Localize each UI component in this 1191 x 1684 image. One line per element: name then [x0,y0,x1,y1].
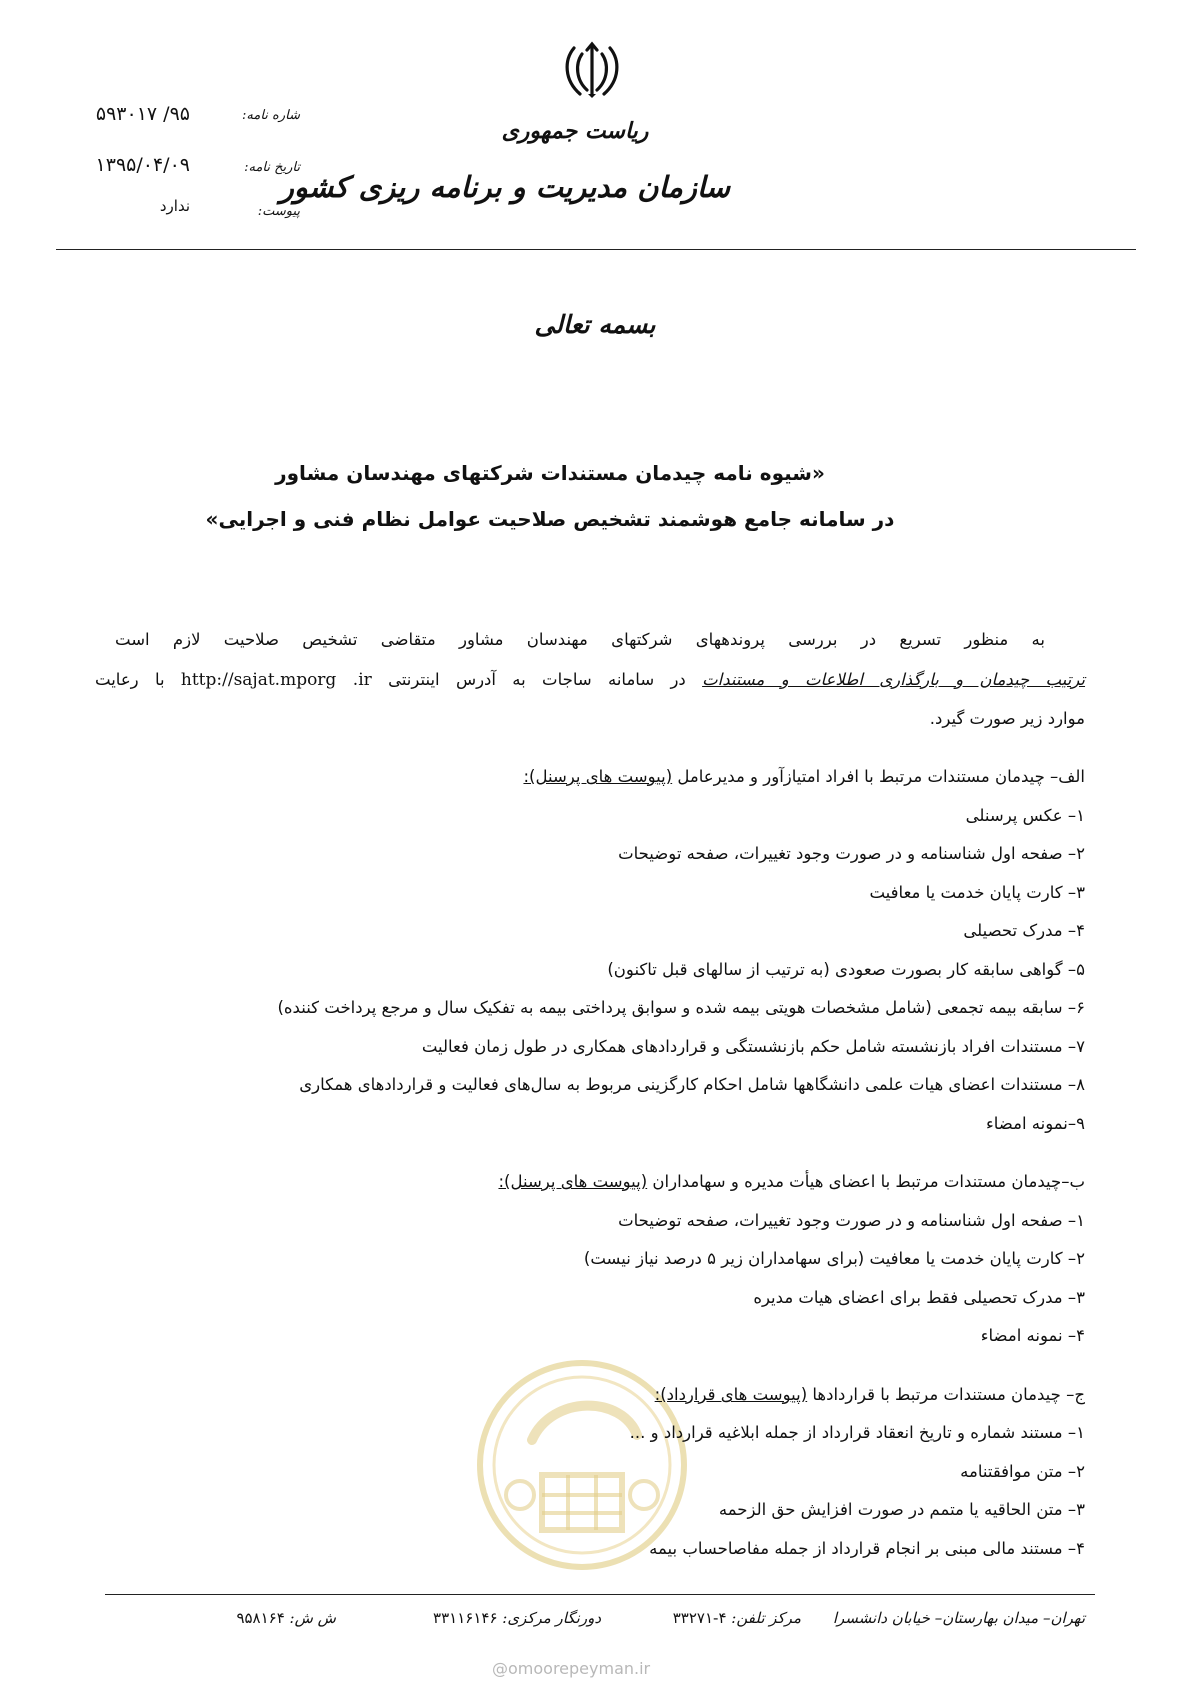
sajat-url-link[interactable]: http://sajat.mporg .ir [180,670,372,690]
section-a-item: ۱– عکس پرسنلی [965,806,1085,825]
footer-national-id [236,1609,336,1627]
section-a-item: ۷– مستندات افراد بازنشسته شامل حکم بازنشستگی و قراردادهای همکاری در طول زمان فعالیت [421,1037,1085,1056]
section-c-heading-text: ج– چیدمان مستندات مرتبط با قراردادها [807,1385,1085,1404]
section-c-heading [95,1385,1085,1404]
section-a-item: ۹–نمونه امضاء [986,1114,1085,1133]
organization-name: سازمان مدیریت و برنامه ریزی کشور [279,170,730,204]
presidency-label: ریاست جمهوری [501,118,649,144]
letter-date-label: تاریخ نامه: [244,160,300,175]
section-a-item: ۳– کارت پایان خدمت یا معافیت [869,883,1085,902]
section-a-item: ۸– مستندات اعضای هیات علمی دانشگاهها شامل احکام کارگزینی مربوط به سال‌های فعالیت و قراردادهای همکاری [299,1075,1085,1094]
section-b-heading [95,1172,1085,1191]
section-a-item: ۴– مدرک تحصیلی [963,921,1085,940]
intro-line-3: موارد زیر صورت گیرد. [929,709,1085,728]
section-a-item: ۶– سابقه بیمه تجمعی (شامل مشخصات هویتی بیمه شده و سوابق پرداختی بیمه به تفکیک سال و مرجع پرداخت کننده) [277,998,1085,1017]
footer-phone [673,1609,801,1627]
section-b-item: ۳– مدرک تحصیلی فقط برای اعضای هیات مدیره [753,1288,1085,1307]
section-b-heading-text: ب–چیدمان مستندات مرتبط با اعضای هیأت مدیره و سهامداران [647,1172,1085,1191]
intro-middle: در سامانه ساجات به آدرس اینترنتی [371,670,703,689]
section-c-item: ۱– مستند شماره و تاریخ انعقاد قرارداد از جمله ابلاغیه قرارداد و ... [629,1423,1085,1442]
section-b-item: ۲– کارت پایان خدمت یا معافیت (برای سهامداران زیر ۵ درصد نیاز نیست) [583,1249,1085,1268]
footer-phone-label: مرکز تلفن: [726,1609,801,1627]
iran-emblem-icon [560,40,624,100]
section-c-item: ۳– متن الحاقیه یا متمم در صورت افزایش حق الزحمه [718,1500,1085,1519]
footer-address: تهران– میدان بهارستان– خیابان دانشسرا [832,1609,1085,1627]
footer-divider [105,1594,1095,1595]
intro-emphasis: ترتیب چیدمان و بارگذاری اطلاعات و مستندات [702,670,1086,689]
letter-date-value: ۱۳۹۵/۰۴/۰۹ [95,154,190,176]
attachment-value: ندارد [159,197,190,215]
section-a-heading [95,767,1085,786]
section-b-heading-attachment: (پیوست های پرسنل): [498,1172,648,1191]
section-a-item: ۲– صفحه اول شناسنامه و در صورت وجود تغییرات، صفحه توضیحات [618,844,1085,863]
section-c-heading-attachment: (پیوست های قرارداد): [654,1385,808,1404]
header-divider [56,249,1136,250]
section-a-item: ۵– گواهی سابقه کار بصورت صعودی (به ترتیب از سالهای قبل تاکنون) [607,960,1085,979]
footer-id-label: ش ش: [284,1609,336,1627]
section-c-item: ۴– مستند مالی مبنی بر انجام قرارداد از جمله مفاصاحساب بیمه [649,1539,1085,1558]
section-c-item: ۲– متن موافقتنامه [960,1462,1085,1481]
intro-line-2 [95,670,1085,690]
footer-id-value: ۹۵۸۱۶۴ [236,1609,285,1627]
intro-line-1: به منظور تسریع در بررسی پروندههای شرکتهای مهندسان مشاور متقاضی تشخیص صلاحیت لازم است [115,630,1045,649]
letter-number-value: ۹۵/ ۵۹۳۰۱۷ [95,103,190,125]
section-a-heading-attachment: (پیوست های پرسنل): [523,767,673,786]
footer-fax-label: دورنگار مرکزی: [497,1609,601,1627]
letter-number-label: شاره نامه: [242,108,300,123]
document-title-line1: «شیوه نامه چیدمان مستندات شرکتهای مهندسان مشاور [275,461,825,485]
basmala: بسمه تعالی [534,310,656,339]
footer-fax [433,1609,601,1627]
document-title-line2: در سامانه جامع هوشمند تشخیص صلاحیت عوامل نظام فنی و اجرایی» [205,507,895,531]
intro-end: با رعایت [95,670,181,689]
section-b-item: ۴– نمونه امضاء [980,1326,1085,1345]
footer-fax-value: ۳۳۱۱۶۱۴۶ [433,1609,498,1627]
watermark-text: @omoorepeyman.ir [492,1659,651,1678]
footer-phone-value: ۴-۳۳۲۷۱ [672,1609,727,1627]
section-a-heading-text: الف– چیدمان مستندات مرتبط با افراد امتیازآور و مدیرعامل [672,767,1085,786]
section-b-item: ۱– صفحه اول شناسنامه و در صورت وجود تغییرات، صفحه توضیحات [618,1211,1085,1230]
attachment-label: پیوست: [257,204,300,219]
